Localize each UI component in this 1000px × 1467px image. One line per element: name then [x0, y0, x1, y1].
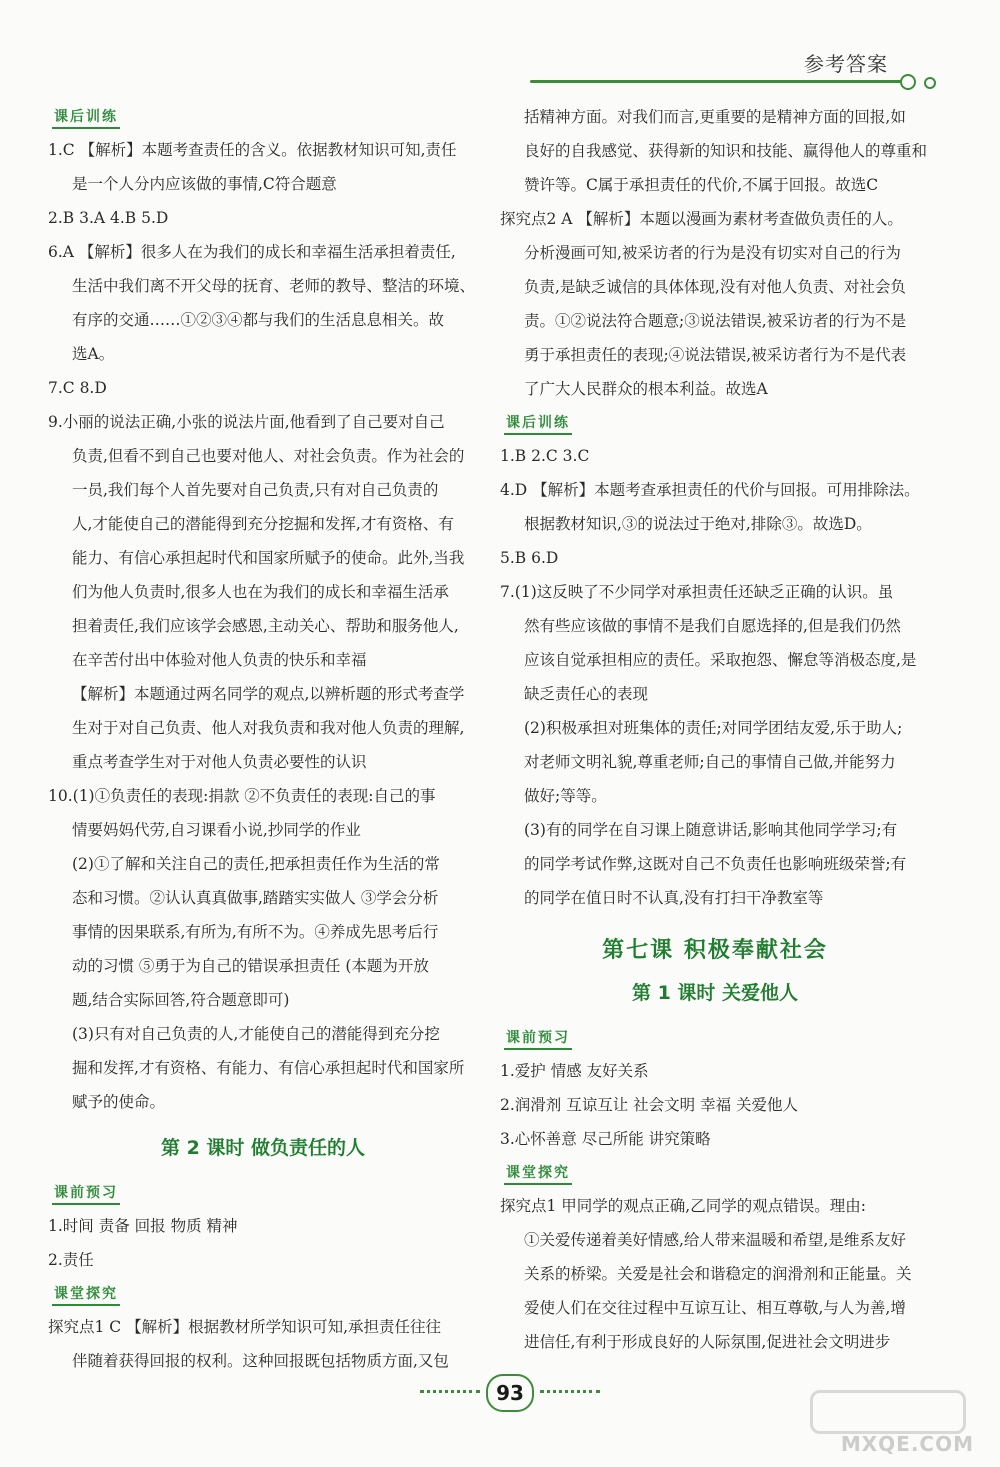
answer-line: 括精神方面。对我们而言,更重要的是精神方面的回报,如: [524, 108, 906, 126]
answer-line: 缺乏责任心的表现: [524, 685, 649, 703]
answer-line: 人,才能使自己的潜能得到充分挖掘和发挥,才有资格、有: [72, 515, 454, 533]
watermark: [800, 1390, 980, 1460]
header-rule: [530, 80, 910, 83]
answer-line: 1.时间 责备 回报 物质 精神: [48, 1217, 238, 1235]
answer-line: 探究点2 A 【解析】本题以漫画为素材考查做负责任的人。: [500, 210, 903, 228]
answer-line: 是一个人分内应该做的事情,C符合题意: [72, 175, 337, 193]
section-tag: 课前预习: [52, 1182, 120, 1205]
lesson-title: 第七课 积极奉献社会: [602, 938, 828, 963]
answer-line: (2)积极承担对班集体的责任;对同学团结友爱,乐于助人;: [524, 719, 903, 737]
answer-line: 探究点1 C 【解析】根据教材所学知识可知,承担责任往往: [48, 1318, 442, 1336]
section-tag: 课堂探究: [504, 1162, 572, 1185]
section-tag-row: [48, 1277, 478, 1310]
section-tag: 课后训练: [504, 412, 572, 435]
section-tag: 课后训练: [52, 106, 120, 129]
answer-line: 负责,但看不到自己也要对他人、对社会负责。作为社会的: [72, 447, 465, 465]
answer-line: 了广大人民群众的根本利益。故选A: [524, 380, 768, 398]
answer-line: 探究点1 甲同学的观点正确,乙同学的观点错误。理由:: [500, 1197, 866, 1215]
section-tag-row: [500, 1156, 930, 1189]
answer-line: 掘和发挥,才有资格、有能力、有信心承担起时代和国家所: [72, 1059, 465, 1077]
watermark-logo: [810, 1390, 966, 1434]
answer-line: 伴随着获得回报的权利。这种回报既包括物质方面,又包: [72, 1352, 449, 1370]
answer-line: 赞许等。C属于承担责任的代价,不属于回报。故选C: [524, 176, 879, 194]
answer-line: 担着责任,我们应该学会感恩,主动关心、帮助和服务他人,: [72, 617, 459, 635]
answer-line: 动的习惯 ⑤勇于为自己的错误承担责任 (本题为开放: [72, 957, 429, 975]
answer-line: 【解析】本题通过两名同学的观点,以辨析题的形式考查学: [72, 685, 465, 703]
page-header: [520, 44, 950, 94]
answer-line: 关系的桥梁。关爱是社会和谐稳定的润滑剂和正能量。关: [524, 1265, 912, 1283]
answer-line: 1.C 【解析】本题考查责任的含义。依据教材知识可知,责任: [48, 141, 457, 159]
answer-line: 9.小丽的说法正确,小张的说法片面,他看到了自己要对自己: [48, 413, 445, 431]
lesson-subtitle: 第 2 课时 做负责任的人: [160, 1137, 366, 1159]
left-column: [48, 100, 478, 1378]
answer-line: 4.D 【解析】本题考查承担责任的代价与回报。可用排除法。: [500, 481, 920, 499]
answer-line: 7.(1)这反映了不少同学对承担责任还缺乏正确的认识。虽: [500, 583, 894, 601]
answer-line: 能力、有信心承担起时代和国家所赋予的使命。此外,当我: [72, 549, 465, 567]
section-tag: 课前预习: [504, 1027, 572, 1050]
footer-dots-left: [420, 1390, 480, 1393]
answer-line: 一员,我们每个人首先要对自己负责,只有对自己负责的: [72, 481, 439, 499]
answer-line: 对老师文明礼貌,尊重老师;自己的事情自己做,并能努力: [524, 753, 896, 771]
answer-line: 赋予的使命。: [72, 1093, 166, 1111]
answer-line: 态和习惯。②认认真真做事,踏踏实实做人 ③学会分析: [72, 889, 439, 907]
answer-line: 7.C 8.D: [48, 379, 107, 397]
answer-line: 题,结合实际回答,符合题意即可): [72, 991, 290, 1009]
answer-line: 情要妈妈代劳,自习课看小说,抄同学的作业: [72, 821, 361, 839]
answer-line: 1.B 2.C 3.C: [500, 447, 590, 465]
answer-line: 责。①②说法符合题意;③说法错误,被采访者的行为不是: [524, 312, 907, 330]
answer-line: 然有些应该做的事情不是我们自愿选择的,但是我们仍然: [524, 617, 901, 635]
answer-line: 2.B 3.A 4.B 5.D: [48, 209, 169, 227]
answer-line: 的同学考试作弊,这既对自己不负责任也影响班级荣誉;有: [524, 855, 907, 873]
right-column: [500, 100, 930, 1359]
answer-line: 爱使人们在交往过程中互谅互让、相互尊敬,与人为善,增: [524, 1299, 906, 1317]
answer-line: 根据教材知识,③的说法过于绝对,排除③。故选D。: [524, 515, 872, 533]
answer-line: 应该自觉承担相应的责任。采取抱怨、懈怠等消极态度,是: [524, 651, 917, 669]
answer-line: 进信任,有利于形成良好的人际氛围,促进社会文明进步: [524, 1333, 891, 1351]
header-ornament: [900, 74, 916, 90]
answer-line: 们为他人负责时,很多人也在为我们的成长和幸福生活承: [72, 583, 449, 601]
answer-line: 6.A 【解析】很多人在为我们的成长和幸福生活承担着责任,: [48, 243, 456, 261]
page-footer: [420, 1372, 600, 1412]
section-tag-row: [500, 406, 930, 439]
page-number: 93: [486, 1374, 534, 1412]
watermark-text: MXQE.COM: [840, 1432, 974, 1456]
header-title: 参考答案: [804, 52, 888, 76]
answer-line: (2)①了解和关注自己的责任,把承担责任作为生活的常: [72, 855, 440, 873]
section-tag-row: [48, 1176, 478, 1209]
answer-line: ①关爱传递着美好情感,给人带来温暖和希望,是维系友好: [524, 1231, 906, 1249]
answer-line: 2.润滑剂 互谅互让 社会文明 幸福 关爱他人: [500, 1096, 798, 1114]
answer-line: (3)只有对自己负责的人,才能使自己的潜能得到充分挖: [72, 1025, 440, 1043]
answer-line: (3)有的同学在自习课上随意讲话,影响其他同学学习;有: [524, 821, 898, 839]
answer-line: 1.爱护 情感 友好关系: [500, 1062, 649, 1080]
answer-line: 负责,是缺乏诚信的具体体现,没有对他人负责、对社会负: [524, 278, 906, 296]
section-tag: 课堂探究: [52, 1283, 120, 1306]
answer-line: 有序的交通……①②③④都与我们的生活息息相关。故: [72, 311, 445, 329]
answer-line: 2.责任: [48, 1251, 94, 1269]
answer-line: 良好的自我感觉、获得新的知识和技能、赢得他人的尊重和: [524, 142, 928, 160]
header-ornament-small: [924, 77, 936, 89]
answer-line: 重点考查学生对于对他人负责必要性的认识: [72, 753, 367, 771]
answer-line: 3.心怀善意 尽己所能 讲究策略: [500, 1130, 711, 1148]
answer-line: 做好;等等。: [524, 787, 607, 805]
lesson-subtitle: 第 1 课时 关爱他人: [631, 982, 799, 1004]
answer-line: 分析漫画可知,被采访者的行为是没有切实对自己的行为: [524, 244, 901, 262]
answer-line: 的同学在值日时不认真,没有打扫干净教室等: [524, 889, 824, 907]
answer-line: 在辛苦付出中体验对他人负责的快乐和幸福: [72, 651, 367, 669]
answer-line: 生对于对自己负责、他人对我负责和我对他人负责的理解,: [72, 719, 465, 737]
answer-line: 勇于承担责任的表现;④说法错误,被采访者行为不是代表: [524, 346, 907, 364]
section-tag-row: [48, 100, 478, 133]
answer-line: 10.(1)①负责任的表现:捐款 ②不负责任的表现:自己的事: [48, 787, 436, 805]
answer-line: 事情的因果联系,有所为,有所不为。④养成先思考后行: [72, 923, 439, 941]
answer-line: 选A。: [72, 345, 115, 363]
section-tag-row: [500, 1021, 930, 1054]
answer-line: 5.B 6.D: [500, 549, 559, 567]
answer-line: 生活中我们离不开父母的抚育、老师的教导、整洁的环境、: [72, 277, 476, 295]
footer-dots-right: [540, 1390, 600, 1393]
